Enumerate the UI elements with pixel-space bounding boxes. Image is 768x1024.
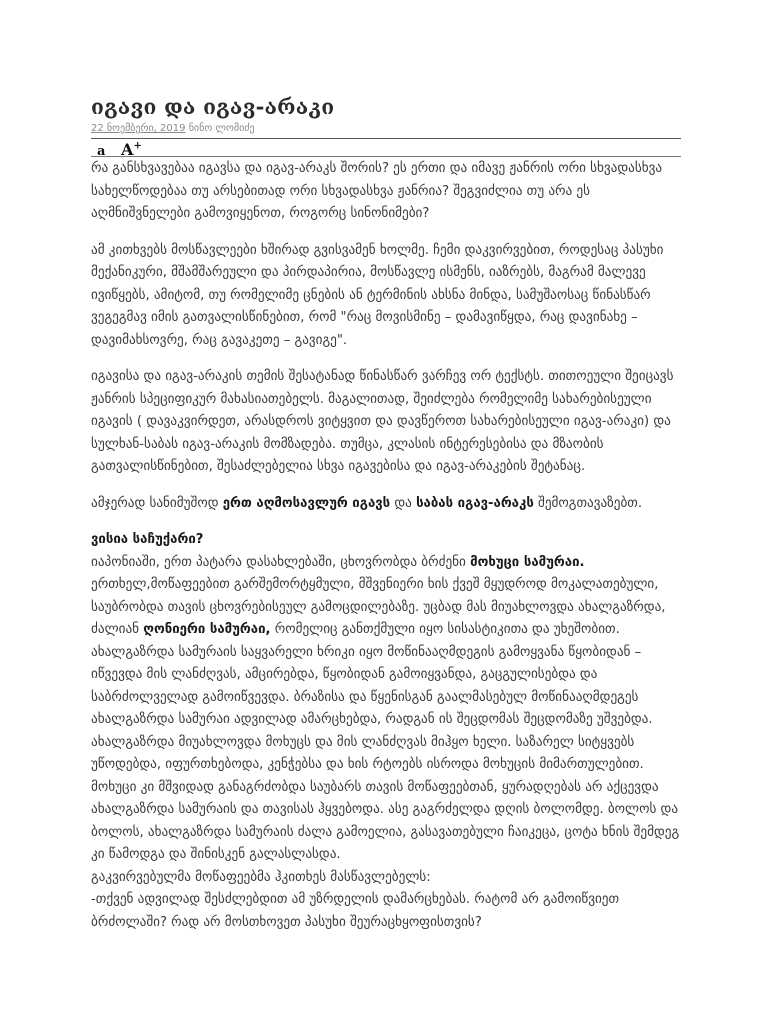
intro-text-middle: და	[390, 495, 417, 511]
controls-divider	[91, 156, 681, 157]
intro-text-start: ამჯერად სანიმუშოდ	[91, 495, 223, 511]
story-paragraph-2: ახალგაზრდა მიუახლოვდა მოხუცს და მის ლანძღვას მიჰყო ხელი. საზარელ სიტყვებს უწოდებდა, იფურთხებოდა, კენჭებსა და ხის რტოებს ისროდა მოხუცის მიმართულებით. მოხუცი კი მშვიდად განაგრძობდა საუბარს თავის მოწაფეებთან, ყურადღებას არ აქცევდა ახალგაზრდა სამურაის და თავისას ჰყვებოდა. ასე გაგრძელდა დღის ბოლომდე. ბოლოს და ბოლოს, ახალგაზრდა სამურაის ძალა გამოელია, გასავათებული ჩაიკეცა, ცოტა ხნის შემდეგ კი წამოდგა და შინისკენ გალასლასდა.	[91, 734, 680, 862]
increase-font-plus: +	[133, 141, 142, 152]
article-title: იგავი და იგავ-არაკი	[91, 94, 335, 119]
story-text-end: რომელიც განთქმული იყო სისასტიკითა და უხეშობით. ახალგაზრდა სამურაის საყვარელი ხრიკი იყო მოწინააღმდეგის გამოყვანა წყობიდან – იწვევდა მის ლანძღვას, ამცირებდა, წყობიდან გამოიყვანდა, გაცგულისებდა და საბრძოლველად გამოიწვევდა. ბრაზისა და წყენისგან გაალმასებულ მოწინააღმდეგეს ახალგაზრდა სამურაი ადვილად ამარცხებდა, რადგან ის შეცდომას შეცდომაზე უშვებდა.	[91, 622, 653, 727]
story-text-middle: ერთხელ,მოწაფეებით გარშემორტყმული, მშვენიერი ხის ქვეშ მყუდროდ მოკალათებული, საუბრობდა თავის ცხოვრებისეულ გამოცდილებაზე. უცბად მას მიუახლოვდა ახალგაზრდა, ძალიან	[91, 577, 666, 637]
font-size-controls	[91, 139, 681, 160]
article-body	[91, 158, 681, 934]
paragraph-1: რა განსხვავებაა იგავსა და იგავ-არაკს შორის? ეს ერთი და იმავე ჟანრის ორი სხვადასხვა სახელწოდებაა თუ არსებითად ორი სხვადასხვა ჟანრია? შეგვიძლია თუ არა ეს აღმნიშვნელები გამოვიყენოთ, როგორც სინონიმები?	[91, 161, 663, 221]
story-bold-old-samurai: მოხუცი სამურაი.	[470, 554, 585, 570]
story-paragraph-4: -თქვენ ადვილად შესძლებდით ამ უზრდელის დამარცხებას. რატომ არ გამოიწვიეთ ბრძოლაში? რად არ მოსთხოვეთ პასუხი შეურაცხყოფისთვის?	[91, 892, 620, 930]
article	[91, 92, 681, 934]
section-title: ვისია საჩუქარი?	[91, 532, 204, 547]
intro-bold-fable: საბას იგავ-არაკს	[416, 495, 534, 511]
article-meta	[91, 122, 681, 136]
paragraph-2: ამ კითხვებს მოსწავლეები ხშირად გვისვამენ ხოლმე. ჩემი დაკვირვებით, როდესაც პასუხი მექანიკური, მშამშარეული და პირდაპირია, მოსწავლე ისმენს, იაზრებს, მაგრამ მალევე ივიწყებს, ამიტომ, თუ რომელიმე ცნების ან ტერმინის ახსნა მინდა, სამუშაოსაც წინასწარ ვეგეგმავ იმის გათვალისწინებით, რომ "რაც მოვისმინე – დამავიწყდა, რაც დავინახე – დავიმახსოვრე, რაც გავაკეთე – გავიგე".	[91, 242, 664, 348]
increase-font-letter: A	[121, 140, 134, 160]
article-date[interactable]: 22 ნოემბერი, 2019	[91, 123, 186, 134]
intro-bold-parable: ერთ აღმოსავლურ იგავს	[222, 495, 391, 511]
increase-font-button[interactable]	[121, 140, 142, 159]
story-paragraph-3: გაკვირვებულმა მოწაფეებმა ჰკითხეს მასწავლებელს:	[91, 869, 431, 885]
story-text-start: იაპონიაში, ერთ პატარა დასახლებაში, ცხოვრობდა ბრძენი	[91, 554, 471, 570]
intro-paragraph	[91, 493, 681, 516]
intro-text-end: შემოგთავაზებთ.	[533, 495, 643, 511]
story-bold-strong-samurai: ღონიერი სამურაი,	[143, 622, 271, 637]
story-paragraph-1	[91, 552, 681, 732]
article-author[interactable]: ნინო ლომიძე	[188, 123, 255, 134]
paragraph-3: იგავისა და იგავ-არაკის თემის შესატანად წინასწარ ვარჩევ ორ ტექსტს. თითოეული შეიცავს ჟანრის სპეციფიკურ მახასიათებელს. მაგალითად, შეიძლება რომელიმე სახარებისეული იგავის ( დავაკვირდეთ, არასდროს ვიტყვით და დავწეროთ სახარებისეული იგავ-არაკი) და სულხან-საბას იგავ-არაკის მომზადება. თუმცა, კლასის ინტერესებისა და მზაობის გათვალისწინებით, შესაძლებელია სხვა იგავებისა და იგავ-არაკების შეტანაც.	[91, 369, 674, 474]
decrease-font-button[interactable]: a	[97, 144, 106, 160]
